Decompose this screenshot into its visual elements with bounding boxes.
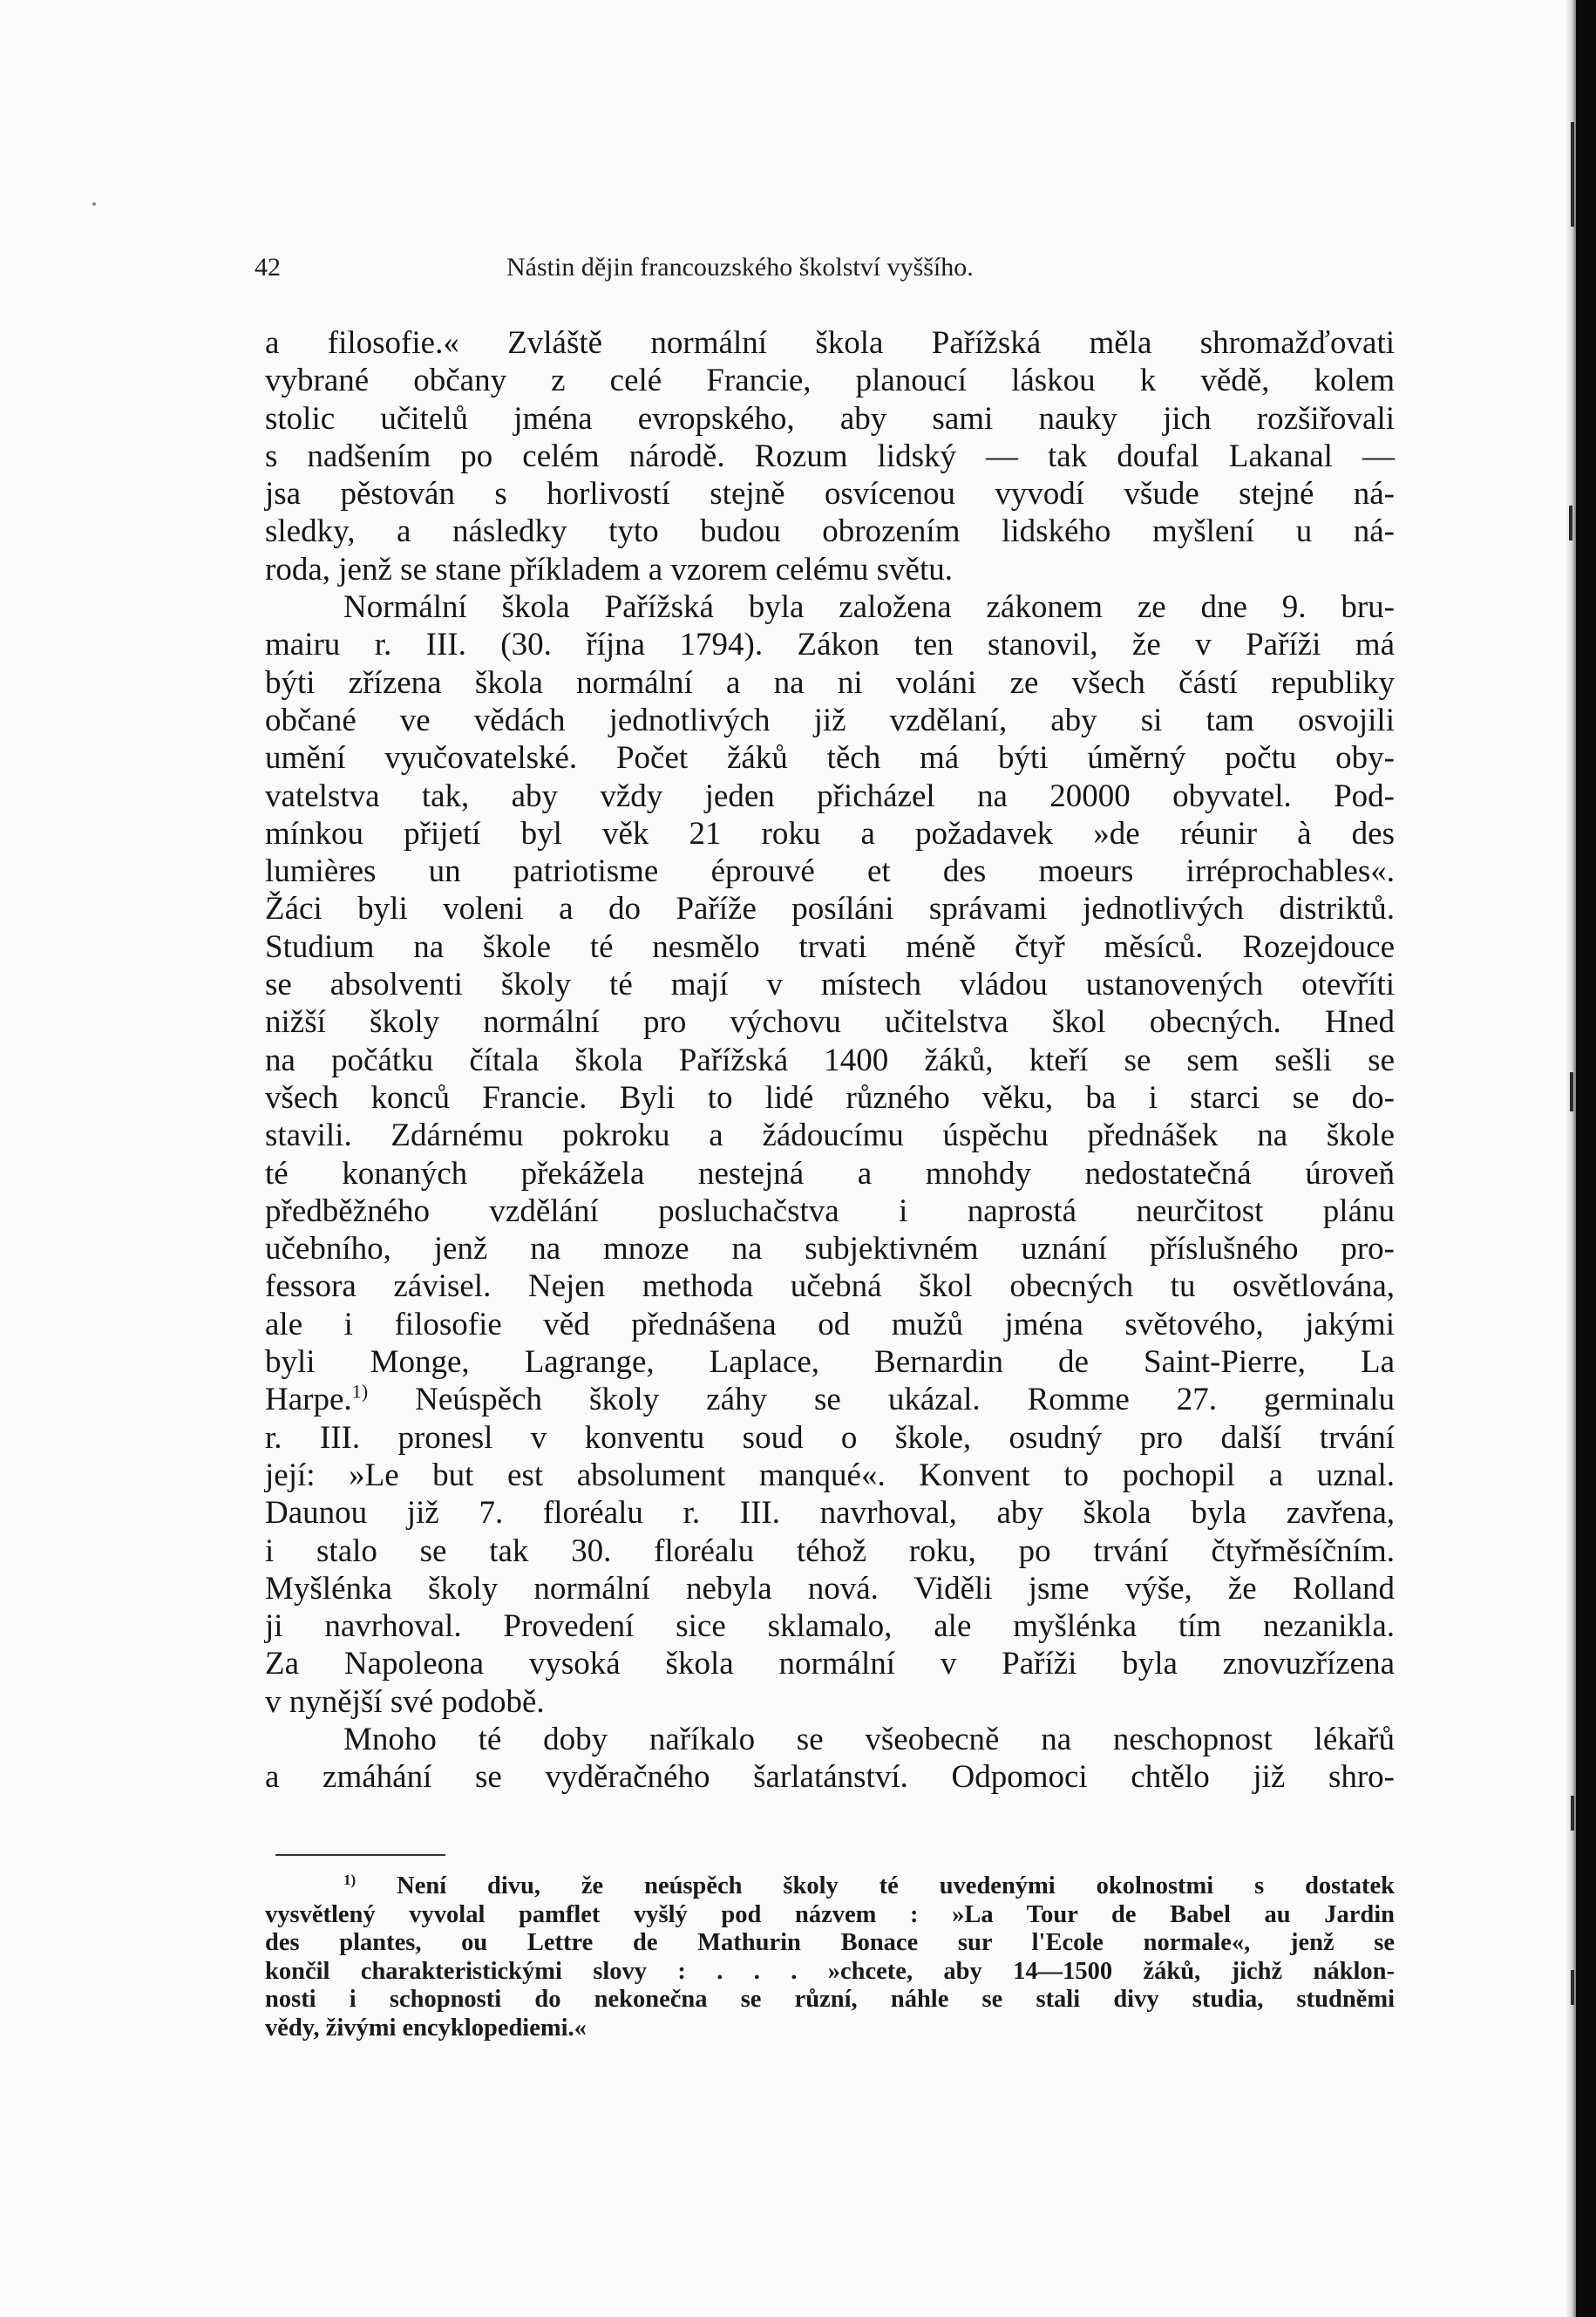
binding-mark [1571,122,1574,227]
text-line: té konaných překážela nestejná a mnohdy nedostatečná úroveň [265,1155,1395,1192]
footnote-marker: 1) [343,1871,357,1888]
body-text [265,324,1395,1797]
text-line: Myšlénka školy normální nebyla nová. Viděli jsme výše, že Rolland [265,1570,1395,1607]
text-line: byli Monge, Lagrange, Laplace, Bernardin de Saint-Pierre, La [265,1344,1395,1381]
text-line: Mnoho té doby naříkalo se všeobecně na neschopnost lékařů [343,1721,1395,1757]
footnote-line: nosti i schopnosti do nekonečna se různí, náhle se stali divy studia, studněmi [265,1986,1395,2014]
text-line: jsa pěstován s horlivostí stejně osvícenou vyvodí všude stejné ná- [265,476,1395,513]
footnote-line: končil charakteristickými slovy : . . . »chcete, aby 14—1500 žáků, jichž náklon- [265,1957,1395,1985]
paragraph-2 [265,588,1395,1721]
footnote-line [265,1872,1395,1901]
binding-mark [1569,506,1572,540]
paper-speck [92,202,96,206]
text-line: r. III. pronesl v konventu soud o škole, osudný pro další trvání [265,1419,1395,1456]
text-line: učebního, jenž na mnoze na subjektivném uznání příslušného pro- [265,1231,1395,1267]
text-line: býti zřízena škola normální a na ni voláni ze všech částí republiky [265,664,1395,701]
footnote-line: vysvětlený vyvolal pamflet vyšlý pod názvem : »La Tour de Babel au Jardin [265,1900,1395,1928]
page-number: 42 [255,253,281,282]
text-line: nižší školy normální pro výchovu učitelstva škol obecných. Hned [265,1004,1395,1041]
footnote-divider [275,1854,445,1856]
text-line: umění vyučovatelské. Počet žáků těch má býti úměrný počtu oby- [265,740,1395,777]
text-line: a filosofie.« Zvláště normální škola Pařížská měla shromažďovati [265,325,1395,361]
scan-border [1576,0,1596,2317]
text-line: fessora závisel. Nejen methoda učebná škol obecných tu osvětlována, [265,1268,1395,1305]
text-line: občané ve vědách jednotlivých již vzdělaní, aby si tam osvojili [265,702,1395,738]
binding-mark [1571,1970,1574,2005]
text-line: na počátku čítala škola Pařížská 1400 žáků, kteří se sem sešli se [265,1042,1395,1078]
text-fragment: Neúspěch školy záhy se ukázal. Romme 27. germinalu [415,1382,1396,1418]
text-line: mairu r. III. (30. října 1794). Zákon ten stanovil, že v Paříži má [265,627,1395,663]
binding-mark [1571,1796,1574,1831]
text-line: Studium na škole té nesmělo trvati méně čtyř měsíců. Rozejdouce [265,928,1395,965]
text-line: vatelstva tak, aby vždy jeden přicházel na 20000 obyvatel. Pod- [265,778,1395,814]
text-line: Žáci byli voleni a do Paříže posíláni správami jednotlivých distriktů. [265,891,1395,927]
text-line: mínkou přijetí byl věk 21 roku a požadavek »de réunir à des [265,815,1395,852]
footnote-reference: 1) [351,1381,369,1403]
text-line: všech konců Francie. Byli to lidé různého věku, ba i starci se do- [265,1079,1395,1116]
text-line: Normální škola Pařížská byla založena zákonem ze dne 9. bru- [343,589,1395,626]
text-line: roda, jenž se stane příkladem a vzorem celému světu. [265,551,954,588]
text-line: Daunou již 7. floréalu r. III. navrhoval, aby škola byla zavřena, [265,1495,1395,1532]
text-line: stolic učitelů jména evropského, aby sami nauky jich rozšiřovali [265,400,1395,437]
binding-mark [1570,1072,1573,1111]
paragraph-1 [265,324,1395,588]
text-line: ji navrhoval. Provedení sice sklamalo, ale myšlénka tím nezanikla. [265,1608,1395,1645]
text-line: a zmáhání se vyděračného šarlatánství. Odpomoci chtělo již shro- [265,1759,1395,1796]
text-line: s nadšením po celém národě. Rozum lidský — tak doufal Lakanal — [265,438,1395,474]
text-line: vybrané občany z celé Francie, planoucí láskou k vědě, kolem [265,363,1395,399]
text-line: lumières un patriotisme éprouvé et des moeurs irréprochables«. [265,853,1395,890]
text-line-with-footnote-ref [265,1381,1395,1418]
text-line: stavili. Zdárnému pokroku a žádoucímu úspěchu přednášek na škole [265,1118,1395,1154]
footnote-line: des plantes, ou Lettre de Mathurin Bonace sur l'Ecole normale«, jenž se [265,1929,1395,1957]
footnote-line: vědy, živými encyklopediemi.« [265,2014,587,2042]
text-line: Za Napoleona vysoká škola normální v Paříži byla znovuzřízena [265,1646,1395,1682]
footnote [265,1872,1395,2043]
text-line: její: »Le but est absolument manqué«. Konvent to pochopil a uznal. [265,1457,1395,1493]
text-line: předběžného vzdělání posluchačstva i naprostá neurčitost plánu [265,1192,1395,1229]
text-line: sledky, a následky tyto budou obrozením lidského myšlení u ná- [265,513,1395,550]
text-fragment: Harpe. [265,1382,352,1418]
page-header [255,253,1396,288]
text-line: ale i filosofie věd přednášena od mužů jména světového, jakými [265,1306,1395,1342]
running-title: Nástin dějin francouzského školství vyššího. [506,253,974,282]
text-fragment: Není divu, že neúspěch školy té uvedenými okolnostmi s dostatek [397,1872,1395,1899]
text-line: i stalo se tak 30. floréalu téhož roku, po trvání čtyřměsíčním. [265,1532,1395,1569]
text-line: v nynější své podobě. [265,1683,545,1720]
text-line: se absolventi školy té mají v místech vládou ustanovených otevříti [265,967,1395,1003]
paragraph-3 [265,1721,1395,1797]
